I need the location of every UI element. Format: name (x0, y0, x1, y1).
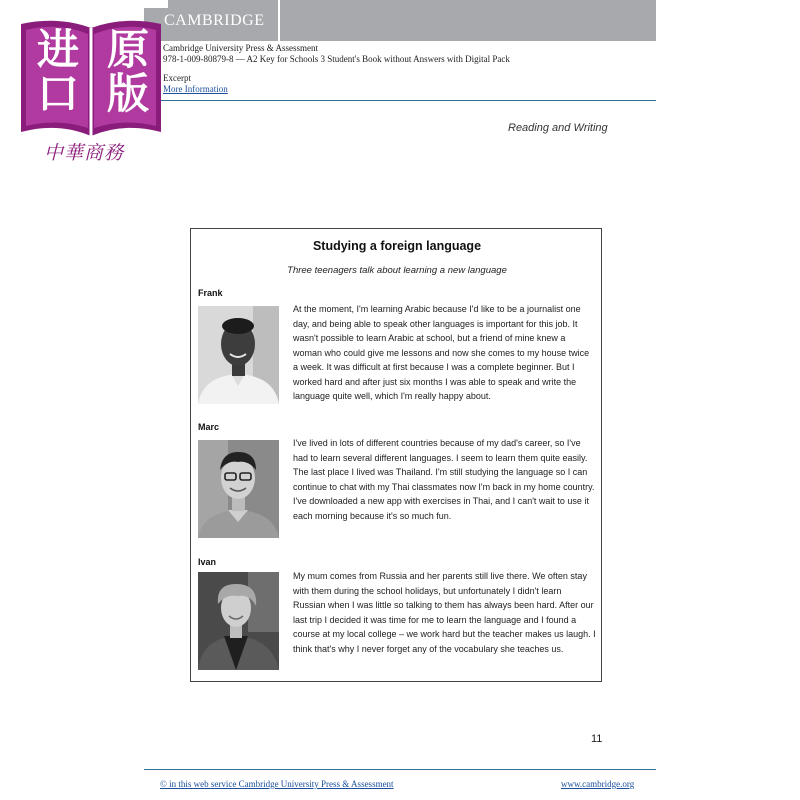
person-name-ivan: Ivan (198, 557, 217, 567)
isbn-line: 978-1-009-80879-8 — A2 Key for Schools 3 Student's Book without Answers with Digital Pack (163, 54, 510, 64)
brand-name: CAMBRIDGE (164, 12, 265, 29)
section-label: Reading and Writing (508, 122, 608, 134)
person-text-frank: At the moment, I'm learning Arabic because I'd like to be a journalist one day, and being able to speak other languages is important for this job. It wasn't possible to learn Arabic at school, but a friend of mine knew a woman who could give me lessons and now she comes to my house twice a week. It was difficult at first because I was a complete beginner. But I worked hard and after just six months I was able to speak and write the language quite well, which I'm really happy about. (293, 304, 590, 401)
person-text-marc: I've lived in lots of different countries because of my dad's career, so I've had to learn several different languages. I seem to learn them quite easily. The last place I lived was Thailand. I'm still studying the language so I can continue to chat with my Thai classmates now I'm back in my home country. I've downloaded a new app with exercises in Thai, and I can't wait to use it each morning because it's so much fun. (293, 438, 595, 521)
publisher-line: Cambridge University Press & Assessment (163, 43, 318, 53)
portrait-icon (198, 440, 279, 538)
publication-info (163, 43, 510, 95)
person-text-ivan: My mum comes from Russia and her parents still live there. We often stay with them during the school holidays, but unfortunately I didn't learn Russian when I was little so talking to them has always been hard. After our last trip I decided it was time for me to learn the language and I found a course at my local college – we work hard but the teacher makes us laugh. I think that's why I never forget any of the vocabulary she teaches us. (293, 571, 596, 654)
page-number: 11 (591, 733, 603, 745)
header-notch (144, 0, 168, 8)
portrait-icon (198, 572, 279, 670)
article-title: Studying a foreign language (312, 239, 482, 253)
logo-char-yuan: 原 (106, 25, 149, 74)
footer-rule (144, 769, 656, 770)
website-link[interactable]: www.cambridge.org (561, 779, 635, 789)
portrait-icon (198, 306, 279, 404)
logo-char-jin: 进 (36, 25, 79, 74)
excerpt-label: Excerpt (163, 73, 191, 83)
photo-frank (198, 306, 279, 404)
logo-char-kou: 口 (36, 69, 79, 118)
logo-subtitle: 中華商務 (44, 142, 125, 164)
header-rule (144, 100, 656, 101)
person-name-marc: Marc (198, 422, 220, 432)
logo-characters-left (28, 25, 88, 118)
more-information-link[interactable]: More Information (163, 84, 228, 94)
article-box (190, 228, 602, 682)
person-name-frank: Frank (198, 288, 223, 298)
logo-char-ban: 版 (106, 69, 149, 118)
copyright-link[interactable]: © in this web service Cambridge University Press & Assessment (160, 779, 394, 789)
article-subtitle: Three teenagers talk about learning a new language (287, 265, 507, 276)
photo-marc (198, 440, 279, 538)
photo-ivan (198, 572, 279, 670)
import-original-logo (10, 10, 162, 165)
logo-characters-right (98, 25, 158, 118)
header-divider (278, 0, 280, 41)
